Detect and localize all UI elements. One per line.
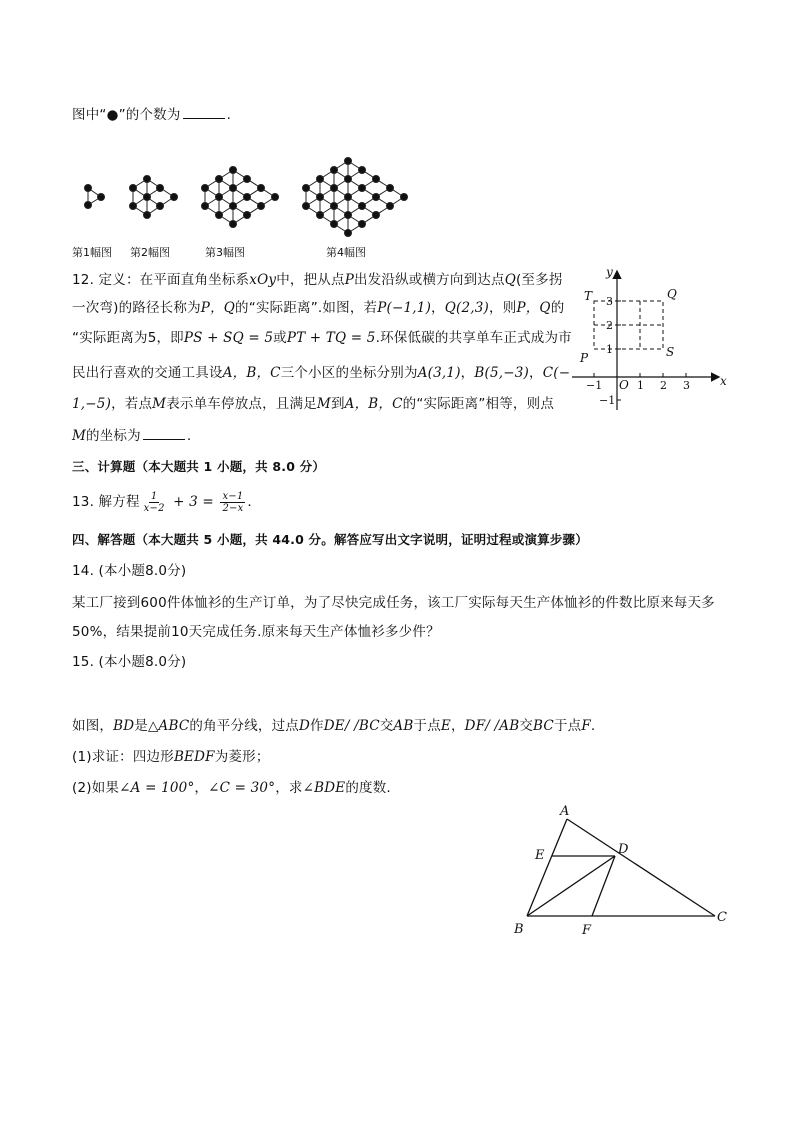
math-text: △ABC <box>147 718 190 734</box>
text-segment: 中，把从点 <box>276 272 345 288</box>
y-tick-2: 2 <box>606 319 613 332</box>
coordinate-figure <box>566 264 746 414</box>
caption-fig4: 第4幅图 <box>326 246 366 259</box>
math-text: B(5,−3) <box>474 365 529 381</box>
q14-heading: 14. (本小题8.0分) <box>72 563 187 579</box>
math-text: BC <box>533 718 554 734</box>
caption-fig1: 第1幅图 <box>72 246 112 259</box>
math-text: PS + SQ = 5 <box>183 330 274 346</box>
y-tick-3: 3 <box>606 295 613 308</box>
text-segment: “实际距离为5，即 <box>72 330 184 346</box>
answer-blank <box>143 425 185 440</box>
math-text: DE/ /BC <box>323 718 380 734</box>
text-segment: 交 <box>519 718 534 734</box>
q15-line1 <box>72 716 595 736</box>
math-text: P(−1,1) <box>377 300 432 316</box>
math-text: DF/ /AB <box>464 718 520 734</box>
q12-line5 <box>72 394 554 414</box>
text-segment: 作 <box>310 718 324 734</box>
math-text: P <box>344 272 354 288</box>
text-segment: 或 <box>273 330 287 346</box>
q14-line2: 50%，结果提前10天完成任务.原来每天生产体恤衫多少件？ <box>72 624 440 640</box>
q12-line6 <box>72 425 191 446</box>
text-segment: 民出行喜欢的交通工具设 <box>72 365 223 381</box>
text-segment: 13. 解方程 <box>72 494 140 510</box>
x-tick-2: 2 <box>660 379 667 392</box>
y-tick-1: 1 <box>606 343 613 356</box>
point-E-label: E <box>535 848 545 863</box>
math-text: P，Q <box>200 300 236 316</box>
text-segment: (至多拐 <box>515 272 563 288</box>
math-text: A，B，C <box>222 365 281 381</box>
text-segment: . <box>247 494 252 510</box>
text-segment: 的 <box>550 300 565 316</box>
text-segment: 2−x <box>222 502 244 514</box>
text-segment: ，则 <box>489 300 517 316</box>
math-text: M <box>72 428 87 444</box>
axis-y-label: y <box>606 265 613 279</box>
dot-pattern-figures <box>0 0 794 245</box>
text-segment: . <box>186 428 192 444</box>
text-segment: 的度数. <box>345 780 391 796</box>
text-segment: 的角平分线，过点 <box>189 718 300 734</box>
math-text: ∠A = 100° <box>119 780 195 796</box>
math-text: Q(2,3) <box>444 300 490 316</box>
text-segment: 是 <box>134 718 148 734</box>
math-text: BEDF <box>173 749 215 765</box>
math-text: BD <box>113 718 135 734</box>
section-3-heading: 三、计算题（本大题共 1 小题，共 8.0 分） <box>72 459 326 474</box>
q15-part1 <box>72 747 270 767</box>
x-tick-1: 1 <box>637 379 644 392</box>
text-segment: 于点 <box>413 718 441 734</box>
text-segment: 为菱形； <box>214 749 270 765</box>
q15-part2 <box>72 778 391 798</box>
math-text: Q <box>504 272 516 288</box>
text-segment: ，求 <box>275 780 303 796</box>
math-text: F <box>581 718 591 734</box>
q13-line <box>72 490 252 514</box>
text-segment: . <box>590 718 596 734</box>
triangle-figure <box>505 800 745 940</box>
math-text: xOy <box>249 272 277 288</box>
caption-fig2: 第2幅图 <box>130 246 170 259</box>
y-tick--1: −1 <box>599 394 616 407</box>
q15-heading: 15. (本小题8.0分) <box>72 654 187 670</box>
text-segment: 于点 <box>553 718 582 734</box>
caption-fig3: 第3幅图 <box>205 246 245 259</box>
math-text: ∠BDE <box>302 780 346 796</box>
text-segment: ， <box>194 780 209 796</box>
text-segment: 交 <box>379 718 394 734</box>
text-segment: ， <box>450 718 465 734</box>
text-segment: 如图， <box>72 718 114 734</box>
axis-x-label: x <box>720 374 727 388</box>
fraction-2 <box>220 491 245 514</box>
point-T-label: T <box>584 289 593 303</box>
text-segment: 三个小区的坐标分别为 <box>280 365 418 381</box>
q12-line4 <box>72 363 570 383</box>
text-segment: (1)求证：四边形 <box>72 749 174 765</box>
text-segment: 表示单车停放点，且满足 <box>166 396 317 412</box>
q12-line2 <box>72 298 564 318</box>
math-text: + 3 = <box>168 494 219 510</box>
math-text: C(− <box>542 365 571 381</box>
x-tick-3: 3 <box>683 379 690 392</box>
text-segment: (2)如果 <box>72 780 120 796</box>
text-segment: 的坐标为 <box>86 428 141 444</box>
q11-text: 图中“●”的个数为 <box>72 107 181 123</box>
vertex-C-label: C <box>717 910 727 925</box>
text-segment: ， <box>431 300 445 316</box>
text-segment: .环保低碳的共享单车正式成为市 <box>375 330 572 346</box>
section-4-heading: 四、解答题（本大题共 5 小题，共 44.0 分。解答应写出文字说明，证明过程或演算步骤） <box>72 532 588 547</box>
point-D-label: D <box>618 842 629 857</box>
text-segment: 到 <box>330 396 345 412</box>
math-text: PT + TQ = 5 <box>286 330 376 346</box>
point-Q-label: Q <box>667 287 677 301</box>
vertex-A-label: A <box>560 804 570 819</box>
fraction-1 <box>142 491 167 514</box>
math-text: P，Q <box>516 300 551 316</box>
math-text: M <box>316 396 331 412</box>
text-segment: 1 <box>150 490 158 502</box>
origin-label: O <box>619 378 629 392</box>
text-segment: ， <box>460 365 475 381</box>
text-segment: ，若点 <box>111 396 153 412</box>
text-segment: x−2 <box>143 502 165 514</box>
point-S-label: S <box>666 345 675 359</box>
vertex-B-label: B <box>514 922 524 937</box>
text-segment: x−1 <box>222 490 244 502</box>
q14-line1: 某工厂接到600件体恤衫的生产订单，为了尽快完成任务，该工厂实际每天生产体恤衫的件数比原来每天多 <box>72 595 715 611</box>
text-segment: 的“实际距离”.如图，若 <box>235 300 378 316</box>
math-text: 1,−5) <box>72 396 112 412</box>
math-text: A，B，C <box>344 396 403 412</box>
point-F-label: F <box>582 923 592 938</box>
math-text: D <box>299 718 311 734</box>
point-P-label: P <box>580 351 589 365</box>
x-tick--1: −1 <box>586 379 603 392</box>
text-segment: ， <box>529 365 543 381</box>
math-text: E <box>440 718 451 734</box>
math-text: M <box>152 396 167 412</box>
text-segment: 一次弯)的路径长称为 <box>72 300 201 316</box>
text-segment: 的“实际距离”相等，则点 <box>402 396 555 412</box>
q11-end: . <box>226 107 232 123</box>
math-text: A(3,1) <box>417 365 461 381</box>
math-text: ∠C = 30° <box>208 780 276 796</box>
q12-line3 <box>72 328 572 348</box>
math-text: AB <box>393 718 414 734</box>
text-segment: 12. 定义：在平面直角坐标系 <box>72 272 250 288</box>
text-segment: 出发沿纵或横方向到达点 <box>353 272 505 288</box>
q12-line1 <box>72 270 563 290</box>
